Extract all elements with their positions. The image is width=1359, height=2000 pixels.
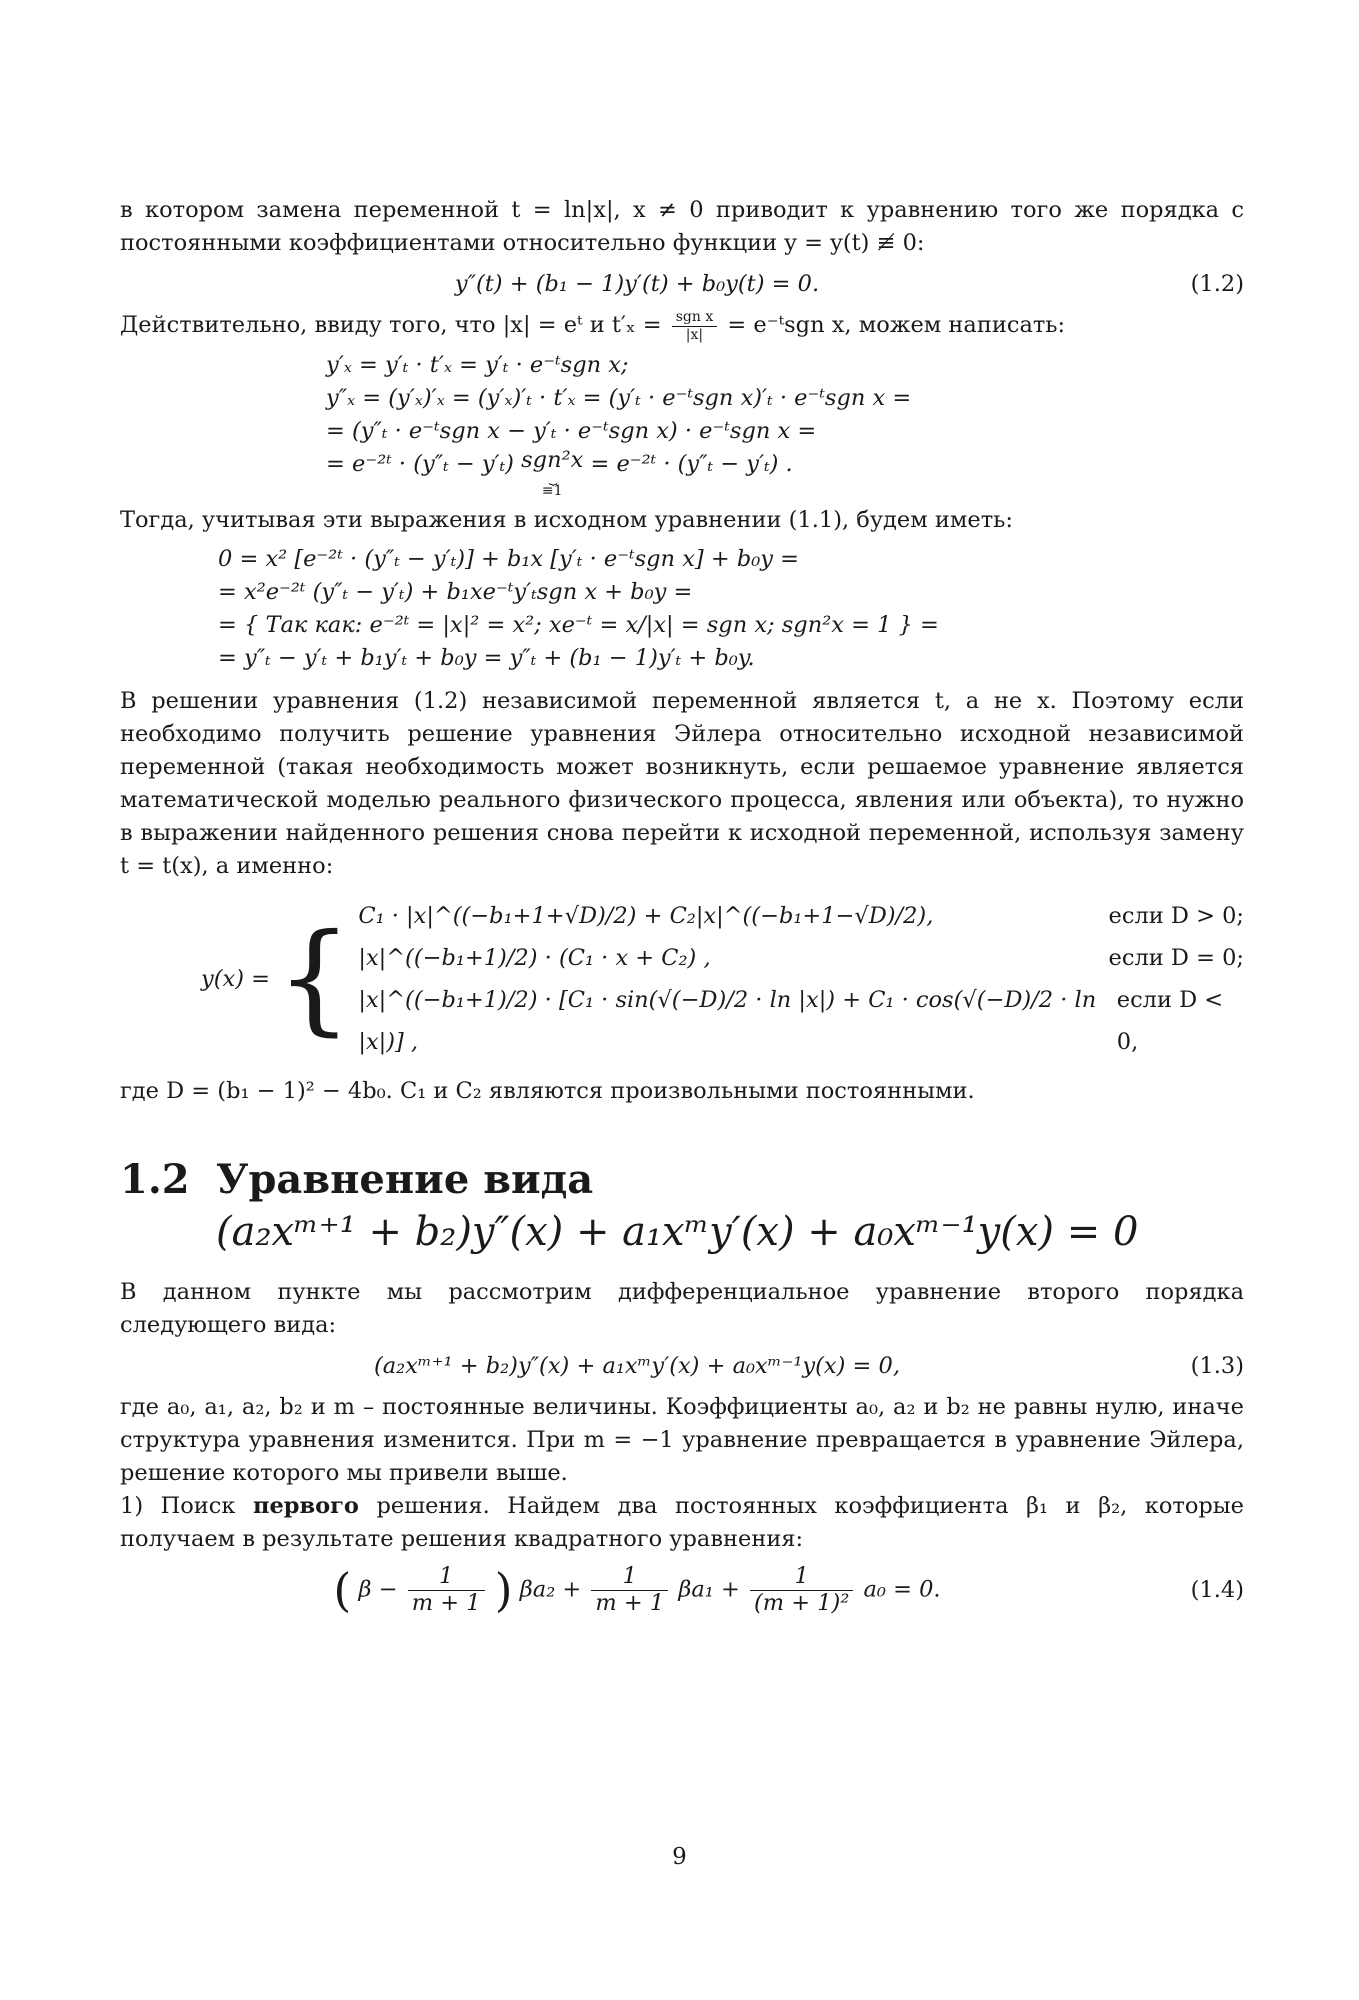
cases-rows bbox=[358, 895, 1244, 1063]
equation-number: (1.4) bbox=[1190, 1577, 1244, 1604]
text-fragment: 1) Поиск bbox=[120, 1493, 236, 1520]
formula-line: y″ₓ = (y′ₓ)′ₓ = (y′ₓ)′ₜ · t′ₓ = (y′ₜ · e⁻ᵗsgn x)′ₜ · e⁻ᵗsgn x = bbox=[326, 384, 912, 411]
paragraph: где a₀, a₁, a₂, b₂ и m – постоянные величины. Коэффициенты a₀, a₂ и b₂ не равны нулю, иначе структура уравнения изменится. При m = −1 уравнение превращается в уравнение Эйлера, решение которого мы привели выше. bbox=[120, 1394, 1244, 1487]
formula-fragment: = e⁻²ᵗ · (y″ₜ − y′ₜ) bbox=[326, 450, 514, 477]
substitution-block bbox=[120, 543, 1244, 675]
denominator: (m + 1)² bbox=[753, 1590, 850, 1617]
fraction bbox=[672, 309, 718, 342]
formula-line bbox=[326, 448, 1244, 499]
case-condition: если D < 0, bbox=[1116, 987, 1224, 1056]
cases-lhs: y(x) = bbox=[201, 965, 270, 992]
formula-line: 0 = x² [e⁻²ᵗ · (y″ₜ − y′ₜ)] + b₁x [y′ₜ · e⁻ᵗsgn x] + b₀y = bbox=[218, 546, 799, 573]
page-content bbox=[120, 194, 1244, 1625]
formula-fragment: βa₂ + bbox=[519, 1576, 582, 1603]
paragraph: в котором замена переменной t = ln|x|, x ≠ 0 приводит к уравнению того же порядка с постоянными коэффициентами относительно функции y = y(t) ≢ 0: bbox=[120, 197, 1244, 256]
case-condition: если D = 0; bbox=[1108, 945, 1244, 972]
case-row bbox=[358, 979, 1244, 1063]
formula-fragment: = e⁻²ᵗ · (y″ₜ − y′ₜ) . bbox=[590, 450, 793, 477]
case-expression: |x|^((−b₁+1)/2) · [C₁ · sin(√(−D)/2 · ln |x|) + C₁ · cos(√(−D)/2 · ln |x|)] , bbox=[358, 987, 1097, 1056]
underbrace-term: sgn²x bbox=[521, 446, 584, 473]
text-fragment: = e⁻ᵗsgn x, можем написать: bbox=[727, 312, 1066, 338]
section-title: Уравнение вида bbox=[216, 1156, 594, 1204]
section-formula: (a₂xᵐ⁺¹ + b₂)y″(x) + a₁xᵐy′(x) + a₀xᵐ⁻¹y(x) = 0 bbox=[216, 1209, 1139, 1256]
paragraph: где D = (b₁ − 1)² − 4b₀. C₁ и C₂ являются произвольными постоянными. bbox=[120, 1078, 975, 1105]
denominator: |x| bbox=[685, 326, 704, 343]
case-expression: |x|^((−b₁+1)/2) · (C₁ · x + C₂) , bbox=[358, 945, 711, 972]
equation-number: (1.2) bbox=[1190, 271, 1244, 297]
equation-1-4 bbox=[120, 1564, 1244, 1617]
curly-brace: { bbox=[276, 909, 353, 1049]
formula-line: = x²e⁻²ᵗ (y″ₜ − y′ₜ) + b₁xe⁻ᵗy′ₜsgn x + b₀y = bbox=[218, 579, 693, 606]
numerator: 1 bbox=[591, 1564, 668, 1591]
section-number: 1.2 bbox=[120, 1156, 190, 1204]
numerator: 1 bbox=[408, 1564, 485, 1591]
right-paren: ) bbox=[494, 1563, 513, 1618]
formula-fragment: β − bbox=[358, 1576, 398, 1603]
bold-text: первого bbox=[252, 1493, 359, 1520]
case-row bbox=[358, 937, 1244, 979]
paragraph: В данном пункте мы рассмотрим дифференциальное уравнение второго порядка следующего вида: bbox=[120, 1279, 1244, 1339]
case-row bbox=[358, 895, 1244, 937]
page-number: 9 bbox=[672, 1844, 687, 1870]
paragraph bbox=[120, 309, 1244, 343]
formula-line: y′ₓ = y′ₜ · t′ₓ = y′ₜ · e⁻ᵗsgn x; bbox=[326, 351, 629, 378]
text-fragment: решения. Найдем два постоянных коэффициента β₁ и β₂, которые получаем в результате решения квадратного уравнения: bbox=[120, 1493, 1245, 1553]
formula-fragment: βa₁ + bbox=[678, 1576, 740, 1603]
left-paren: ( bbox=[333, 1563, 352, 1618]
brace-glyph: ⏟ bbox=[549, 470, 556, 487]
derivative-block bbox=[120, 349, 1244, 499]
section-heading bbox=[120, 1154, 1244, 1258]
underbrace bbox=[521, 448, 583, 499]
equation-body: (a₂xᵐ⁺¹ + b₂)y″(x) + a₁xᵐy′(x) + a₀xᵐ⁻¹y(x) = 0, bbox=[373, 1353, 900, 1380]
denominator: m + 1 bbox=[595, 1590, 665, 1617]
fraction bbox=[591, 1564, 668, 1617]
formula-line: = (y″ₜ · e⁻ᵗsgn x − y′ₜ · e⁻ᵗsgn x) · e⁻ᵗsgn x = bbox=[326, 417, 817, 444]
equation-1-3 bbox=[120, 1350, 1244, 1383]
text-fragment: Действительно, ввиду того, что |x| = eᵗ и t′ₓ = bbox=[120, 312, 662, 338]
paragraph: В решении уравнения (1.2) независимой переменной является t, а не x. Поэтому если необходимо получить решение уравнения Эйлера относительно исходной независимой переменной (такая необходимость может возникнуть, если решаемое уравнение является математической моделью реального физического процесса, явления или объекта), то нужно в выражении найденного решения снова перейти к исходной переменной, используя замену t = t(x), а именно: bbox=[120, 688, 1244, 880]
case-condition: если D > 0; bbox=[1108, 903, 1244, 930]
solution-cases bbox=[120, 895, 1244, 1063]
equation-body bbox=[120, 1564, 1154, 1617]
fraction bbox=[750, 1564, 853, 1617]
paragraph bbox=[120, 1490, 1244, 1556]
numerator: sgn x bbox=[672, 309, 718, 326]
numerator: 1 bbox=[750, 1564, 853, 1591]
equation-1-2 bbox=[120, 268, 1244, 301]
equation-body: y″(t) + (b₁ − 1)y′(t) + b₀y(t) = 0. bbox=[454, 271, 820, 297]
equation-number: (1.3) bbox=[1190, 1353, 1244, 1380]
denominator: m + 1 bbox=[411, 1590, 481, 1617]
fraction bbox=[408, 1564, 485, 1617]
formula-fragment: a₀ = 0. bbox=[863, 1576, 941, 1603]
case-expression: C₁ · |x|^((−b₁+1+√D)/2) + C₂|x|^((−b₁+1−√D)/2), bbox=[358, 903, 934, 930]
formula-line: = { Так как: e⁻²ᵗ = |x|² = x²; xe⁻ᵗ = x/|x| = sgn x; sgn²x = 1 } = bbox=[218, 612, 939, 639]
formula-line: = y″ₜ − y′ₜ + b₁y′ₜ + b₀y = y″ₜ + (b₁ − 1)y′ₜ + b₀y. bbox=[218, 645, 755, 672]
paragraph: Тогда, учитывая эти выражения в исходном уравнении (1.1), будем иметь: bbox=[120, 507, 1013, 534]
underbrace-label: ≡1 bbox=[541, 483, 563, 500]
